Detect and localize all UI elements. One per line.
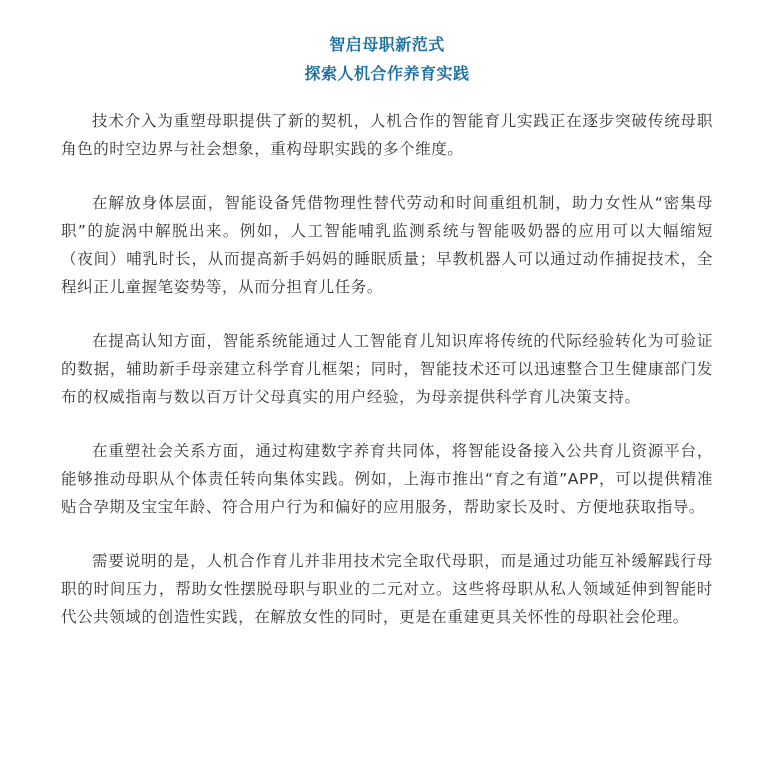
title-line-1: 智启母职新范式 (329, 35, 445, 54)
paragraph-intro: 技术介入为重塑母职提供了新的契机，人机合作的智能育儿实践正在逐步突破传统母职角色的时空边界与社会想象，重构母职实践的多个维度。 (61, 112, 713, 158)
paragraph-body-liberation: 在解放身体层面，智能设备凭借物理性替代劳动和时间重组机制，助力女性从“密集母职”的旋涡中解脱出来。例如，人工智能哺乳监测系统与智能吸奶器的应用可以大幅缩短（夜间）哺乳时长，从而提高新手妈妈的睡眠质量；早教机器人可以通过动作捕捉技术，全程纠正儿童握笔姿势等，从而分担育儿任务。 (61, 194, 713, 296)
paragraph-cognition: 在提高认知方面，智能系统能通过人工智能育儿知识库将传统的代际经验转化为可验证的数据，辅助新手母亲建立科学育儿框架；同时，智能技术还可以迅速整合卫生健康部门发布的权威指南与数以百万计父母真实的用户经验，为母亲提供科学育儿决策支持。 (61, 332, 713, 406)
article-title (61, 30, 713, 88)
paragraph-social-relations: 在重塑社会关系方面，通过构建数字养育共同体，将智能设备接入公共育儿资源平台，能够推动母职从个体责任转向集体实践。例如，上海市推出“育之有道”APP，可以提供精准贴合孕期及宝宝年龄、符合用户行为和偏好的应用服务，帮助家长及时、方便地获取指导。 (61, 442, 713, 516)
title-line-2: 探索人机合作养育实践 (304, 64, 470, 83)
paragraph-conclusion: 需要说明的是，人机合作育儿并非用技术完全取代母职，而是通过功能互补缓解践行母职的时间压力，帮助女性摆脱母职与职业的二元对立。这些将母职从私人领域延伸到智能时代公共领域的创造性实践，在解放女性的同时，更是在重建更具关怀性的母职社会伦理。 (61, 552, 713, 626)
article (61, 30, 713, 657)
